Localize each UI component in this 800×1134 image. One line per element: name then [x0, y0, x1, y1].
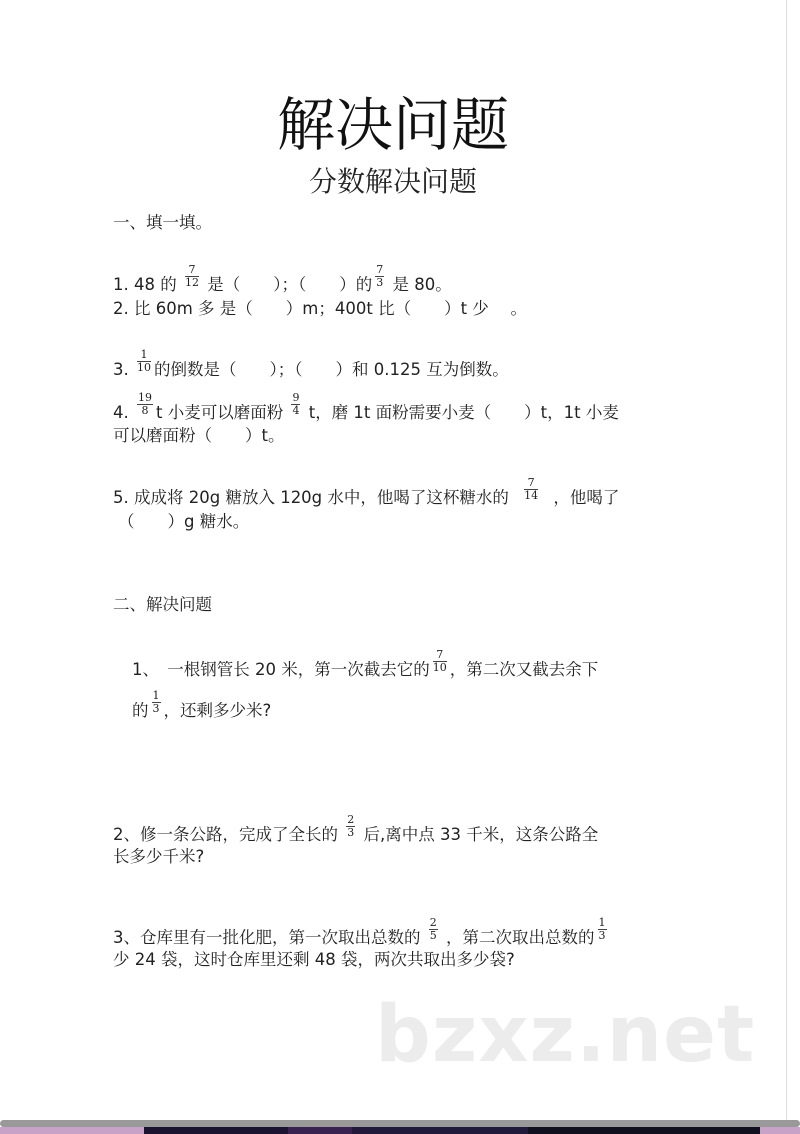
fraction: [152, 690, 161, 715]
question-2: 2. 比 60m 多 是（ ）m；400t 比（ ）t 少 。: [113, 299, 528, 318]
problem-1-cont: [132, 690, 271, 722]
denominator: 3: [347, 826, 355, 839]
fraction: [524, 477, 538, 502]
text: 后,离中点 33 千米，这条公路全: [363, 825, 599, 844]
text: 是 80。: [392, 275, 452, 294]
numerator: 7: [524, 477, 538, 490]
fraction: [375, 264, 384, 289]
numerator: 1: [598, 916, 606, 929]
denominator: 3: [598, 929, 606, 942]
question-4-cont: 可以磨面粉（ ）t。: [113, 426, 285, 445]
numerator: 7: [433, 649, 447, 662]
horizontal-scrollbar[interactable]: [0, 1120, 800, 1127]
numerator: 19: [138, 391, 152, 404]
denominator: 10: [432, 661, 447, 674]
fraction: [185, 264, 199, 289]
denominator: 3: [376, 276, 384, 289]
question-3: [113, 349, 509, 381]
desktop-background-strip: [0, 1127, 800, 1134]
fraction: [137, 349, 151, 374]
fraction: [291, 392, 300, 417]
question-4: [113, 392, 619, 424]
numerator: 7: [376, 263, 384, 276]
text: 4.: [113, 403, 129, 422]
text: ，第二次取出总数的: [446, 928, 595, 947]
numerator: 2: [347, 813, 355, 826]
text: t，磨 1t 面粉需要小麦（ ）t，1t 小麦: [308, 403, 619, 422]
fraction: [598, 917, 607, 942]
page-title: 解决问题: [276, 91, 509, 159]
question-5: [113, 477, 619, 509]
numerator: 7: [185, 264, 199, 277]
fraction: [433, 649, 447, 674]
text: ，第二次又截去余下: [449, 660, 599, 679]
problem-2: [113, 814, 598, 846]
numerator: 2: [429, 916, 437, 929]
fraction: [346, 814, 355, 839]
section2-heading: 二、解决问题: [113, 595, 212, 614]
text: 2、修一条公路，完成了全长的: [113, 825, 338, 844]
section1-heading: 一、填一填。: [113, 213, 212, 232]
text: 5. 成成将 20g 糖放入 120g 水中，他喝了这杯糖水的: [113, 488, 509, 507]
text: 的: [132, 701, 149, 720]
text: 的倒数是（ ）；（ ）和 0.125 互为倒数。: [154, 360, 509, 379]
numerator: 1: [152, 689, 160, 702]
denominator: 3: [152, 702, 160, 715]
denominator: 12: [184, 276, 199, 289]
denominator: 4: [292, 404, 300, 417]
text: 3、仓库里有一批化肥，第一次取出总数的: [113, 928, 421, 947]
problem-3: [113, 917, 610, 949]
text: ，还剩多少米?: [163, 701, 272, 720]
question-5-cont: （ ）g 糖水。: [118, 512, 250, 531]
text: 3.: [113, 360, 129, 379]
text: t 小麦可以磨面粉: [156, 403, 284, 422]
problem-2-cont: 长多少千米?: [113, 847, 205, 866]
problem-1: [132, 649, 598, 681]
fraction: [429, 917, 438, 942]
text: ，他喝了: [553, 488, 620, 507]
denominator: 14: [524, 489, 539, 502]
numerator: 1: [137, 349, 151, 362]
denominator: 8: [141, 404, 149, 417]
text: 是（ ）；（ ）的: [207, 275, 373, 294]
question-1: [113, 264, 452, 296]
page-subtitle: 分数解决问题: [308, 165, 477, 198]
text: 1、 一根钢管长 20 米，第一次截去它的: [132, 660, 430, 679]
text: 1. 48 的: [113, 275, 177, 294]
problem-3-cont: 少 24 袋，这时仓库里还剩 48 袋，两次共取出多少袋?: [113, 950, 515, 969]
denominator: 5: [429, 929, 437, 942]
numerator: 9: [292, 391, 300, 404]
denominator: 10: [137, 361, 151, 374]
fraction: [137, 392, 153, 417]
watermark: bzxz.net: [375, 990, 756, 1080]
